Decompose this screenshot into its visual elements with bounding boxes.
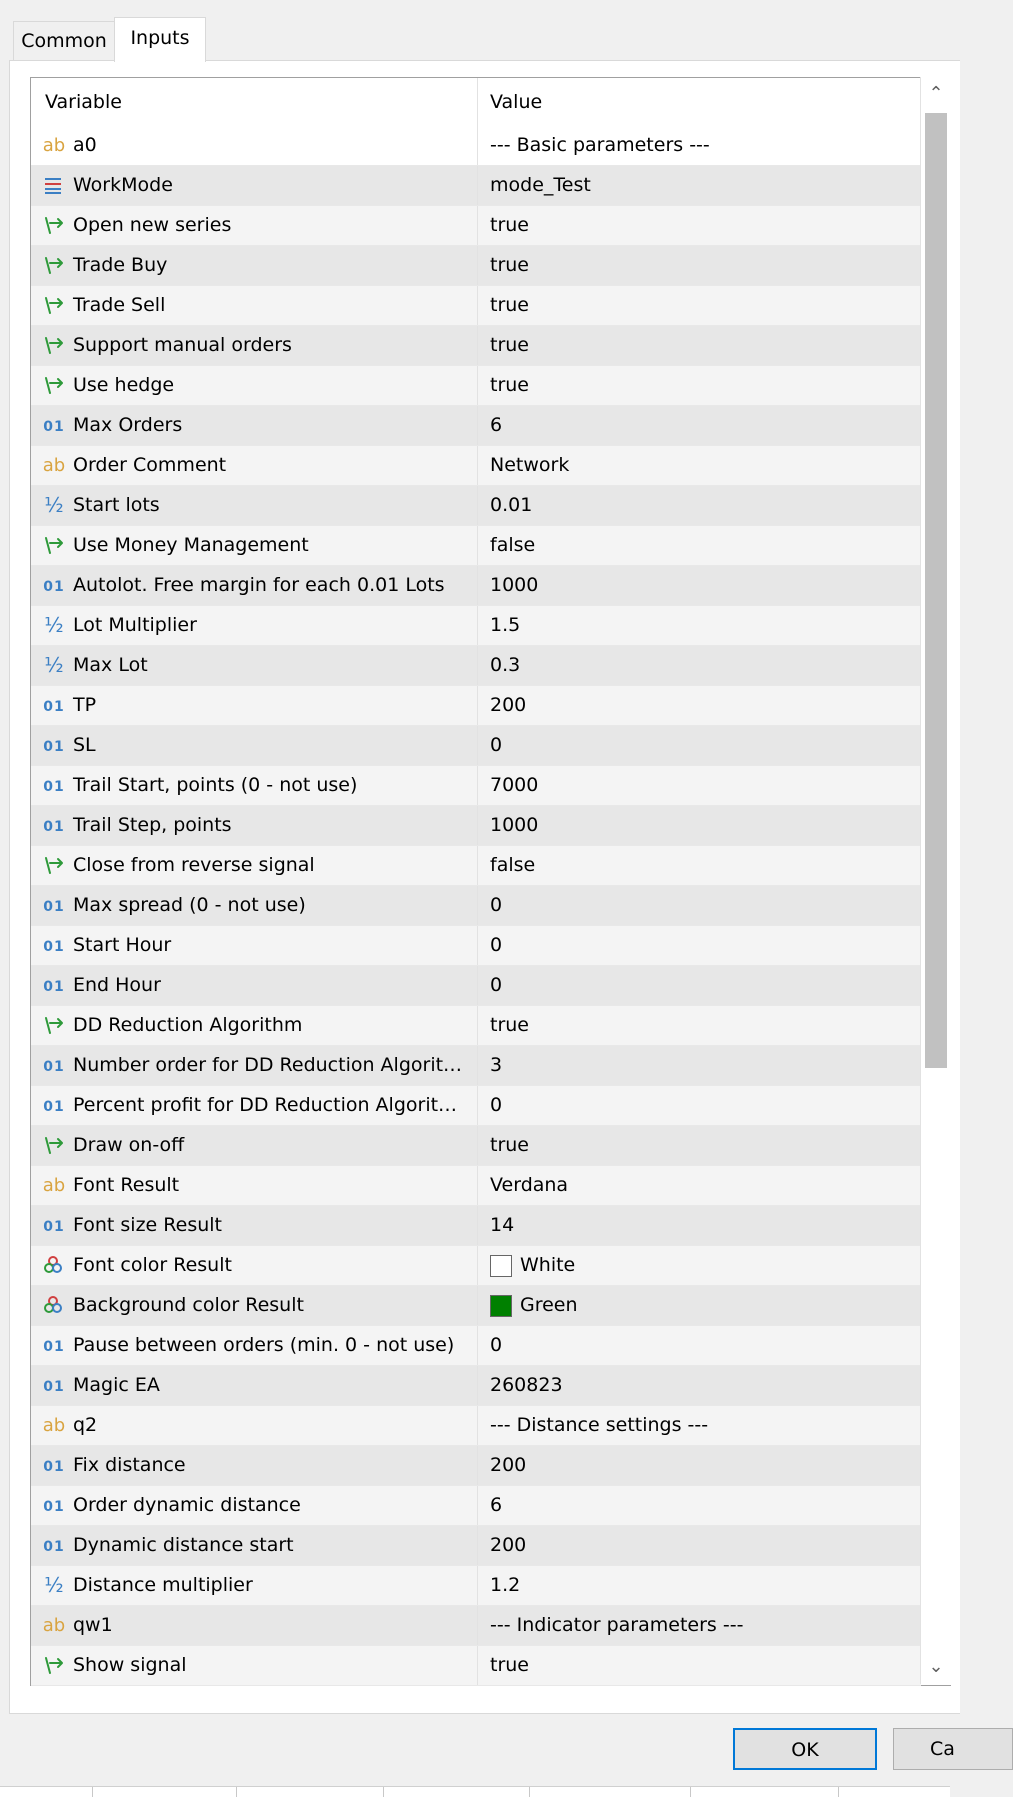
value-cell[interactable] [478, 766, 921, 805]
integer-icon: 01 [43, 1099, 65, 1115]
variable-cell[interactable] [31, 1246, 478, 1285]
variable-name: Start lots [73, 494, 160, 516]
variable-cell[interactable] [31, 1526, 478, 1565]
value-text: 0 [490, 974, 503, 996]
value-cell[interactable] [478, 966, 921, 1005]
value-cell[interactable] [478, 1326, 921, 1365]
value-cell[interactable] [478, 1446, 921, 1485]
value-cell[interactable] [478, 1046, 921, 1085]
variable-name: q2 [73, 1414, 98, 1436]
value-cell[interactable] [478, 1166, 921, 1205]
variable-cell[interactable] [31, 886, 478, 925]
value-text: 0 [490, 1094, 503, 1116]
table-row[interactable] [31, 1606, 921, 1646]
value-text: false [490, 534, 536, 556]
value-cell[interactable] [478, 1486, 921, 1525]
table-row[interactable] [31, 446, 921, 486]
variable-cell[interactable] [31, 1606, 478, 1645]
variable-cell[interactable] [31, 1446, 478, 1485]
value-text: 200 [490, 1534, 527, 1556]
table-row[interactable] [31, 1166, 921, 1206]
variable-cell[interactable] [31, 806, 478, 845]
value-cell[interactable] [478, 646, 921, 685]
integer-icon: 01 [43, 779, 65, 795]
table-row[interactable] [31, 1126, 921, 1166]
variable-name: Font Result [73, 1174, 180, 1196]
value-text: 0 [490, 1334, 503, 1356]
value-text: 1.2 [490, 1574, 521, 1596]
table-row[interactable] [31, 326, 921, 366]
integer-icon: 01 [43, 1339, 65, 1355]
integer-icon: 01 [43, 939, 65, 955]
value-text: mode_Test [490, 174, 591, 196]
bool-icon [39, 1006, 69, 1045]
variable-name: Font color Result [73, 1254, 232, 1276]
integer-icon: 01 [43, 1219, 65, 1235]
variable-name: Font size Result [73, 1214, 222, 1236]
variable-name: Draw on-off [73, 1134, 185, 1156]
color-icon [39, 1246, 69, 1285]
variable-name: qw1 [73, 1614, 113, 1636]
variable-cell[interactable] [31, 1206, 478, 1245]
variable-cell[interactable] [31, 1126, 478, 1165]
integer-icon: 01 [43, 699, 65, 715]
column-separator[interactable] [477, 78, 478, 126]
value-text: true [490, 374, 529, 396]
variable-name: Distance multiplier [73, 1574, 253, 1596]
value-text: false [490, 854, 536, 876]
color-icon [39, 1286, 69, 1325]
value-cell[interactable] [478, 1646, 921, 1685]
variable-cell[interactable] [31, 126, 478, 165]
integer-icon: 01 [43, 819, 65, 835]
value-text: 1000 [490, 574, 539, 596]
status-bar [0, 1786, 950, 1797]
cancel-button[interactable]: Ca [893, 1728, 1013, 1770]
table-row[interactable] [31, 1366, 921, 1406]
string-icon: ab [42, 135, 66, 156]
variable-cell[interactable] [31, 326, 478, 365]
value-cell[interactable] [478, 566, 921, 605]
variable-cell[interactable] [31, 966, 478, 1005]
value-text: true [490, 334, 529, 356]
variable-name: Trade Sell [73, 294, 166, 316]
table-row[interactable] [31, 926, 921, 966]
table-row[interactable] [31, 1406, 921, 1446]
table-row[interactable] [31, 1086, 921, 1126]
string-icon: ab [42, 455, 66, 476]
table-row[interactable] [31, 1526, 921, 1566]
variable-name: Order Comment [73, 454, 227, 476]
table-row[interactable] [31, 1646, 921, 1686]
tab-inputs[interactable]: Inputs [114, 17, 206, 62]
variable-cell[interactable] [31, 1046, 478, 1085]
double-icon: ½ [44, 493, 64, 517]
integer-icon: 01 [43, 739, 65, 755]
value-cell[interactable] [478, 1366, 921, 1405]
value-text: 0 [490, 734, 503, 756]
bool-icon [39, 1126, 69, 1165]
value-text: 0 [490, 934, 503, 956]
variable-name: a0 [73, 134, 97, 156]
table-row[interactable] [31, 606, 921, 646]
variable-cell[interactable] [31, 526, 478, 565]
value-text: 0.3 [490, 654, 521, 676]
table-row[interactable] [31, 766, 921, 806]
variable-name: Background color Result [73, 1294, 304, 1316]
integer-icon: 01 [43, 579, 65, 595]
table-row[interactable] [31, 566, 921, 606]
variable-cell[interactable] [31, 1006, 478, 1045]
table-row[interactable] [31, 1446, 921, 1486]
table-row[interactable] [31, 126, 921, 166]
color-swatch[interactable] [490, 1255, 512, 1277]
grid-header [31, 78, 951, 126]
table-row[interactable] [31, 1326, 921, 1366]
value-cell[interactable] [478, 1566, 921, 1605]
bool-icon [39, 1646, 69, 1685]
variable-cell[interactable] [31, 566, 478, 605]
variable-name: Pause between orders (min. 0 - not use) [73, 1334, 455, 1356]
variable-name: Use Money Management [73, 534, 309, 556]
value-cell[interactable] [478, 126, 921, 165]
grid-rows [31, 126, 921, 1686]
variable-name: Percent profit for DD Reduction Algorit… [73, 1094, 458, 1116]
value-cell[interactable] [478, 1126, 921, 1165]
variable-cell[interactable] [31, 1566, 478, 1605]
value-text: 0.01 [490, 494, 533, 516]
value-cell[interactable] [478, 406, 921, 445]
table-row[interactable] [31, 686, 921, 726]
variable-name: Use hedge [73, 374, 175, 396]
variable-cell[interactable] [31, 686, 478, 725]
bool-icon [39, 326, 69, 365]
variable-name: Support manual orders [73, 334, 292, 356]
table-row[interactable] [31, 366, 921, 406]
value-cell[interactable] [478, 286, 921, 325]
value-cell[interactable] [478, 886, 921, 925]
table-row[interactable] [31, 806, 921, 846]
value-text: true [490, 1014, 529, 1036]
value-text: White [520, 1254, 576, 1276]
integer-icon: 01 [43, 979, 65, 995]
value-text: true [490, 1654, 529, 1676]
value-text: 1000 [490, 814, 539, 836]
table-row[interactable] [31, 1566, 921, 1606]
variable-name: Dynamic distance start [73, 1534, 294, 1556]
value-text: 7000 [490, 774, 539, 796]
variable-name: WorkMode [73, 174, 173, 196]
bool-icon [39, 526, 69, 565]
variable-cell[interactable] [31, 606, 478, 645]
variable-name: TP [73, 694, 97, 716]
integer-icon: 01 [43, 419, 65, 435]
value-text: --- Distance settings --- [490, 1414, 709, 1436]
value-text: --- Basic parameters --- [490, 134, 710, 156]
value-text: 6 [490, 1494, 503, 1516]
variable-name: Trade Buy [73, 254, 168, 276]
value-cell[interactable] [478, 1526, 921, 1565]
variable-cell[interactable] [31, 366, 478, 405]
variable-cell[interactable] [31, 926, 478, 965]
variable-name: Open new series [73, 214, 232, 236]
table-row[interactable] [31, 646, 921, 686]
value-cell[interactable] [478, 326, 921, 365]
tab-bar [0, 0, 950, 60]
table-row[interactable] [31, 286, 921, 326]
table-row[interactable] [31, 1246, 921, 1286]
value-cell[interactable] [478, 606, 921, 645]
bool-icon [39, 286, 69, 325]
table-row[interactable] [31, 966, 921, 1006]
variable-name: Autolot. Free margin for each 0.01 Lots [73, 574, 445, 596]
bool-icon [39, 366, 69, 405]
table-row[interactable] [31, 206, 921, 246]
variable-name: Lot Multiplier [73, 614, 197, 636]
variable-cell[interactable] [31, 726, 478, 765]
value-text: true [490, 214, 529, 236]
table-row[interactable] [31, 406, 921, 446]
variable-name: Show signal [73, 1654, 187, 1676]
scrollbar-thumb[interactable] [925, 113, 947, 1068]
variable-name: Trail Start, points (0 - not use) [73, 774, 358, 796]
value-cell[interactable] [478, 1406, 921, 1445]
variable-cell[interactable] [31, 846, 478, 885]
double-icon: ½ [44, 1573, 64, 1597]
value-cell[interactable] [478, 486, 921, 525]
variable-cell[interactable] [31, 646, 478, 685]
table-row[interactable] [31, 1006, 921, 1046]
variable-name: Fix distance [73, 1454, 186, 1476]
enum-icon [39, 166, 69, 205]
variable-cell[interactable] [31, 1406, 478, 1445]
table-row[interactable] [31, 1206, 921, 1246]
value-text: Green [520, 1294, 578, 1316]
variable-name: Max spread (0 - not use) [73, 894, 306, 916]
string-icon: ab [42, 1615, 66, 1636]
value-text: 14 [490, 1214, 515, 1236]
value-cell[interactable] [478, 926, 921, 965]
table-row[interactable] [31, 486, 921, 526]
variable-name: Max Orders [73, 414, 183, 436]
value-cell[interactable] [478, 806, 921, 845]
variable-name: Close from reverse signal [73, 854, 315, 876]
ok-button[interactable]: OK [733, 1728, 877, 1770]
bool-icon [39, 846, 69, 885]
variable-name: Magic EA [73, 1374, 160, 1396]
variable-name: Number order for DD Reduction Algorit… [73, 1054, 463, 1076]
integer-icon: 01 [43, 1499, 65, 1515]
value-cell[interactable] [478, 206, 921, 245]
value-text: Network [490, 454, 570, 476]
inputs-grid [30, 77, 951, 1686]
table-row[interactable] [31, 886, 921, 926]
tab-common[interactable]: Common [13, 21, 115, 60]
value-text: 3 [490, 1054, 503, 1076]
table-row[interactable] [31, 846, 921, 886]
integer-icon: 01 [43, 1059, 65, 1075]
value-text: true [490, 294, 529, 316]
integer-icon: 01 [43, 1459, 65, 1475]
variable-cell[interactable] [31, 246, 478, 285]
variable-cell[interactable] [31, 1646, 478, 1685]
variable-cell[interactable] [31, 486, 478, 525]
integer-icon: 01 [43, 1379, 65, 1395]
value-cell[interactable] [478, 1006, 921, 1045]
integer-icon: 01 [43, 899, 65, 915]
variable-cell[interactable] [31, 1166, 478, 1205]
value-cell[interactable] [478, 526, 921, 565]
table-row[interactable] [31, 1286, 921, 1326]
value-cell[interactable] [478, 1246, 921, 1285]
value-cell[interactable] [478, 166, 921, 205]
variable-name: SL [73, 734, 96, 756]
value-text: Verdana [490, 1174, 569, 1196]
table-row[interactable] [31, 726, 921, 766]
variable-cell[interactable] [31, 446, 478, 485]
integer-icon: 01 [43, 1539, 65, 1555]
value-cell[interactable] [478, 366, 921, 405]
value-text: 1.5 [490, 614, 521, 636]
variable-cell[interactable] [31, 206, 478, 245]
variable-name: Max Lot [73, 654, 148, 676]
string-icon: ab [42, 1175, 66, 1196]
variable-cell[interactable] [31, 286, 478, 325]
value-cell[interactable] [478, 1606, 921, 1645]
bool-icon [39, 206, 69, 245]
variable-name: End Hour [73, 974, 161, 996]
value-text: 200 [490, 1454, 527, 1476]
double-icon: ½ [44, 653, 64, 677]
value-cell[interactable] [478, 1286, 921, 1325]
variable-cell[interactable] [31, 766, 478, 805]
column-header-value[interactable]: Value [490, 91, 543, 113]
value-cell[interactable] [478, 846, 921, 885]
vertical-scrollbar[interactable] [920, 77, 951, 1684]
string-icon: ab [42, 1415, 66, 1436]
bool-icon [39, 246, 69, 285]
double-icon: ½ [44, 613, 64, 637]
value-text: true [490, 254, 529, 276]
value-cell[interactable] [478, 686, 921, 725]
value-cell[interactable] [478, 246, 921, 285]
value-cell[interactable] [478, 1086, 921, 1125]
table-row[interactable] [31, 1046, 921, 1086]
scroll-up-icon[interactable]: ⌃ [928, 83, 944, 104]
variable-cell[interactable] [31, 1366, 478, 1405]
value-text: 200 [490, 694, 527, 716]
variable-cell[interactable] [31, 1486, 478, 1525]
table-row[interactable] [31, 1486, 921, 1526]
variable-name: Order dynamic distance [73, 1494, 301, 1516]
value-text: --- Indicator parameters --- [490, 1614, 744, 1636]
scroll-down-icon[interactable]: ⌄ [928, 1656, 944, 1677]
variable-name: Start Hour [73, 934, 172, 956]
value-cell[interactable] [478, 1206, 921, 1245]
variable-cell[interactable] [31, 1286, 478, 1325]
variable-cell[interactable] [31, 166, 478, 205]
variable-cell[interactable] [31, 1326, 478, 1365]
value-text: 0 [490, 894, 503, 916]
table-row[interactable] [31, 166, 921, 206]
variable-name: Trail Step, points [73, 814, 232, 836]
variable-cell[interactable] [31, 406, 478, 445]
table-row[interactable] [31, 246, 921, 286]
value-cell[interactable] [478, 726, 921, 765]
table-row[interactable] [31, 526, 921, 566]
variable-name: DD Reduction Algorithm [73, 1014, 303, 1036]
value-cell[interactable] [478, 446, 921, 485]
value-text: true [490, 1134, 529, 1156]
value-text: 260823 [490, 1374, 563, 1396]
variable-cell[interactable] [31, 1086, 478, 1125]
column-header-variable[interactable]: Variable [45, 91, 122, 113]
color-swatch[interactable] [490, 1295, 512, 1317]
value-text: 6 [490, 414, 503, 436]
